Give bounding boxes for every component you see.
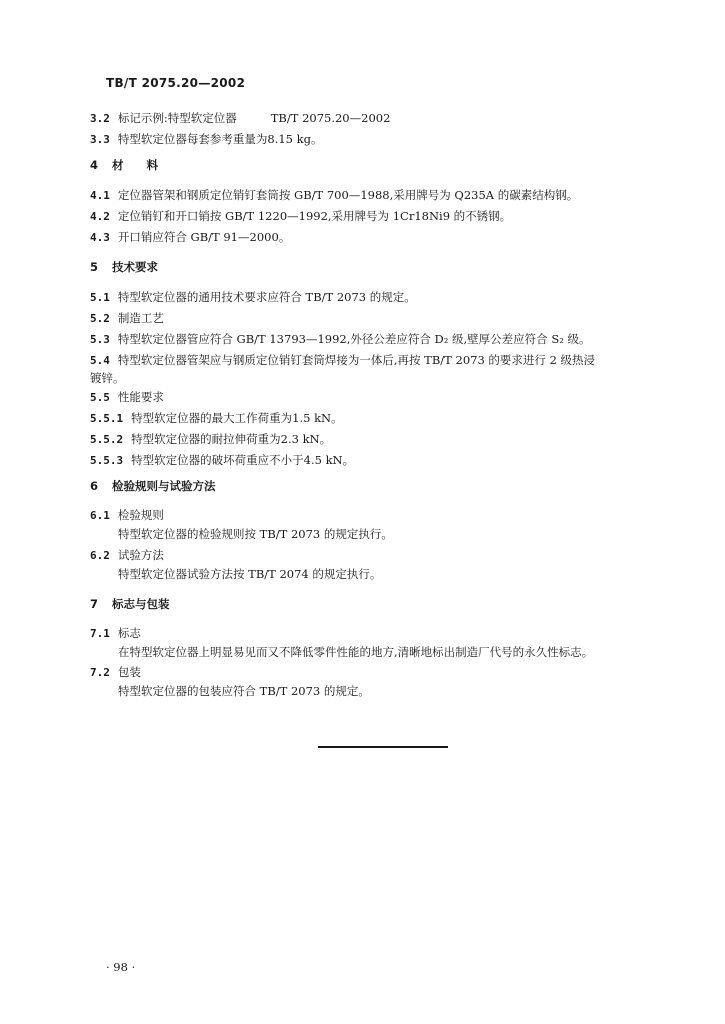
clause-4-3 — [90, 229, 290, 246]
clause-number: 5.5.2 — [90, 433, 124, 446]
clause-number: 5.5.3 — [90, 454, 124, 467]
page-number: · 98 · — [106, 960, 136, 974]
clause-5-5-3 — [90, 452, 354, 469]
end-rule — [318, 746, 448, 748]
clause-3-2 — [90, 110, 390, 127]
clause-number: 6.2 — [90, 549, 110, 562]
clause-6-2 — [90, 547, 164, 564]
clause-text: 特型软定位器的最大工作荷重为1.5 kN。 — [131, 411, 343, 425]
clause-7-1 — [90, 625, 141, 642]
clause-number: 5.2 — [90, 312, 110, 325]
section-number: 5 — [90, 260, 99, 274]
section-title: 检验规则与试验方法 — [112, 479, 216, 493]
clause-text: 特型软定位器管应符合 GB/T 13793—1992,外径公差应符合 D₂ 级,壁厚公差应符合 S₂ 级。 — [117, 332, 591, 346]
clause-6-1-body: 特型软定位器的检验规则按 TB/T 2073 的规定执行。 — [118, 527, 393, 541]
clause-4-2 — [90, 208, 511, 225]
clause-number: 3.3 — [90, 133, 110, 146]
clause-number: 4.1 — [90, 189, 110, 202]
clause-number: 4.2 — [90, 210, 110, 223]
clause-5-1 — [90, 289, 416, 306]
clause-text: 标记示例:特型软定位器 — [117, 111, 237, 125]
clause-6-2-body: 特型软定位器试验方法按 TB/T 2074 的规定执行。 — [118, 567, 382, 581]
section-number: 4 — [90, 158, 99, 172]
clause-text-standard: TB/T 2075.20—2002 — [270, 111, 391, 125]
clause-text: 特型软定位器管架应与钢质定位销钉套筒焊接为一体后,再按 TB/T 2073 的要求进行 2 级热浸 — [117, 353, 596, 367]
clause-text: 检验规则 — [117, 508, 164, 522]
clause-text: 特型软定位器的破坏荷重应不小于4.5 kN。 — [131, 453, 355, 467]
clause-text: 特型软定位器的耐拉伸荷重为2.3 kN。 — [131, 432, 332, 446]
clause-number: 3.2 — [90, 112, 110, 125]
clause-number: 5.5.1 — [90, 412, 124, 425]
clause-text: 开口销应符合 GB/T 91—2000。 — [117, 230, 291, 244]
clause-5-4 — [90, 352, 595, 369]
clause-text: 制造工艺 — [117, 311, 164, 325]
section-6-heading — [90, 478, 216, 494]
clause-number: 7.1 — [90, 627, 110, 640]
section-5-heading — [90, 259, 158, 275]
clause-text: 标志 — [117, 626, 141, 640]
clause-3-3 — [90, 131, 322, 148]
clause-number: 4.3 — [90, 231, 110, 244]
clause-number: 5.3 — [90, 333, 110, 346]
section-7-heading — [90, 596, 170, 612]
clause-text: 定位销钉和开口销按 GB/T 1220—1992,采用牌号为 1Cr18Ni9 的不锈钢。 — [117, 209, 512, 223]
document-header: TB/T 2075.20—2002 — [106, 76, 246, 90]
clause-text: 性能要求 — [117, 390, 164, 404]
clause-7-2-body: 特型软定位器的包装应符合 TB/T 2073 的规定。 — [118, 684, 370, 698]
section-title: 标志与包装 — [112, 597, 170, 611]
section-title: 技术要求 — [112, 260, 159, 274]
clause-5-5-1 — [90, 410, 343, 427]
clause-5-5 — [90, 389, 164, 406]
clause-number: 5.1 — [90, 291, 110, 304]
clause-number: 6.1 — [90, 509, 110, 522]
section-number: 6 — [90, 479, 99, 493]
clause-text: 定位器管架和钢质定位销钉套筒按 GB/T 700—1988,采用牌号为 Q235A 的碳素结构钢。 — [117, 188, 579, 202]
clause-text: 试验方法 — [117, 548, 164, 562]
clause-6-1 — [90, 507, 164, 524]
clause-5-4-continuation: 镀锌。 — [90, 371, 125, 385]
clause-5-2 — [90, 310, 164, 327]
section-4-heading — [90, 157, 158, 173]
section-title: 材 料 — [112, 158, 159, 172]
clause-7-2 — [90, 664, 141, 681]
clause-number: 5.4 — [90, 354, 110, 367]
clause-7-1-body: 在特型软定位器上明显易见而又不降低零件性能的地方,清晰地标出制造厂代号的永久性标志。 — [118, 645, 594, 659]
clause-5-3 — [90, 331, 590, 348]
clause-text: 特型软定位器每套参考重量为8.15 kg。 — [117, 132, 323, 146]
clause-text: 包装 — [117, 665, 141, 679]
clause-5-5-2 — [90, 431, 331, 448]
section-number: 7 — [90, 597, 99, 611]
clause-text: 特型软定位器的通用技术要求应符合 TB/T 2073 的规定。 — [117, 290, 416, 304]
clause-number: 5.5 — [90, 391, 110, 404]
clause-number: 7.2 — [90, 666, 110, 679]
clause-4-1 — [90, 187, 578, 204]
